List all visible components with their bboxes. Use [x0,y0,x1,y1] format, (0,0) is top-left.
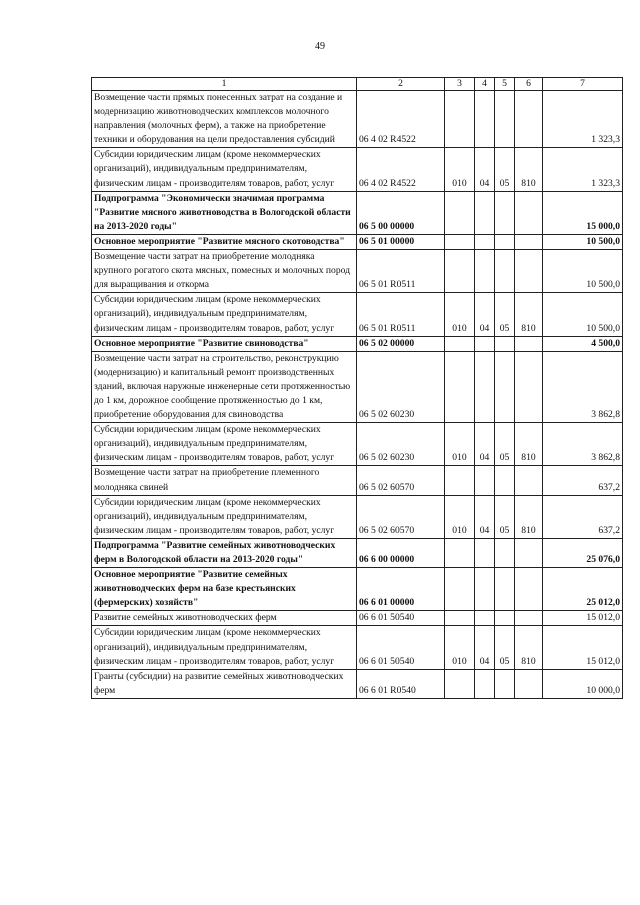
row-col-5 [495,611,515,626]
row-col-4: 04 [475,495,495,538]
row-col-3 [445,538,475,567]
row-code: 06 5 01 00000 [357,234,445,249]
row-col-5 [495,466,515,495]
row-col-5: 05 [495,423,515,466]
table-header-row [92,78,623,91]
row-code: 06 5 02 00000 [357,336,445,351]
row-col-4 [475,568,495,611]
row-amount: 1 323,3 [543,148,623,191]
row-amount: 10 500,0 [543,293,623,336]
row-name: Субсидии юридическим лицам (кроме некоммерческих организаций), индивидуальным предпринимателям, физическим лицам - производителям товаров, работ, услуг [92,495,357,538]
row-col-6 [515,466,543,495]
row-col-6 [515,351,543,422]
row-col-3 [445,568,475,611]
row-col-6 [515,336,543,351]
row-amount: 1 323,3 [543,91,623,148]
row-code: 06 5 02 60230 [357,423,445,466]
row-name: Гранты (субсидии) на развитие семейных животноводческих ферм [92,669,357,698]
row-code: 06 6 01 00000 [357,568,445,611]
table-row [92,611,623,626]
row-col-3 [445,336,475,351]
row-amount: 3 862,8 [543,351,623,422]
table-row [92,466,623,495]
row-col-4 [475,611,495,626]
row-col-4 [475,669,495,698]
row-col-5 [495,250,515,293]
row-col-3: 010 [445,148,475,191]
row-amount: 10 500,0 [543,250,623,293]
row-col-3: 010 [445,293,475,336]
row-col-3 [445,250,475,293]
row-col-5 [495,351,515,422]
table-row [92,91,623,148]
header-col-2: 2 [357,78,445,91]
table-row [92,336,623,351]
table-row [92,250,623,293]
row-name: Основное мероприятие "Развитие свиноводства" [92,336,357,351]
row-col-4 [475,466,495,495]
row-col-4: 04 [475,293,495,336]
row-col-3 [445,466,475,495]
row-col-6: 810 [515,423,543,466]
header-col-7: 7 [543,78,623,91]
row-name: Возмещение части затрат на приобретение племенного молодняка свиней [92,466,357,495]
table-row [92,423,623,466]
row-col-5 [495,669,515,698]
row-amount: 15 012,0 [543,611,623,626]
header-col-3: 3 [445,78,475,91]
row-col-3 [445,191,475,234]
row-col-4 [475,91,495,148]
row-col-6 [515,91,543,148]
table-row [92,191,623,234]
row-amount: 3 862,8 [543,423,623,466]
row-amount: 15 012,0 [543,626,623,669]
row-col-4: 04 [475,423,495,466]
row-name: Субсидии юридическим лицам (кроме некоммерческих организаций), индивидуальным предпринимателям, физическим лицам - производителям товаров, работ, услуг [92,148,357,191]
row-col-4 [475,234,495,249]
row-amount: 637,2 [543,466,623,495]
row-col-3 [445,234,475,249]
row-col-4 [475,538,495,567]
row-code: 06 6 01 R0540 [357,669,445,698]
row-col-3: 010 [445,495,475,538]
table-row [92,351,623,422]
row-amount: 4 500,0 [543,336,623,351]
row-col-5 [495,191,515,234]
row-name: Основное мероприятие "Развитие семейных животноводческих ферм на базе крестьянских (фермерских) хозяйств" [92,568,357,611]
row-name: Подпрограмма "Развитие семейных животноводческих ферм в Вологодской области на 2013-2020 годы" [92,538,357,567]
table-row [92,293,623,336]
table-row [92,626,623,669]
row-col-3 [445,611,475,626]
row-col-4 [475,351,495,422]
budget-table [91,77,623,699]
row-col-4 [475,336,495,351]
row-col-5: 05 [495,148,515,191]
row-col-6: 810 [515,626,543,669]
page-number: 49 [315,41,325,52]
row-col-3 [445,351,475,422]
row-code: 06 5 01 R0511 [357,250,445,293]
row-col-4: 04 [475,148,495,191]
row-name: Основное мероприятие "Развитие мясного скотоводства" [92,234,357,249]
row-amount: 10 500,0 [543,234,623,249]
row-name: Субсидии юридическим лицам (кроме некоммерческих организаций), индивидуальным предпринимателям, физическим лицам - производителям товаров, работ, услуг [92,293,357,336]
row-col-3 [445,669,475,698]
row-amount: 15 000,0 [543,191,623,234]
row-code: 06 5 02 60570 [357,495,445,538]
table-row [92,234,623,249]
table-row [92,568,623,611]
row-name: Субсидии юридическим лицам (кроме некоммерческих организаций), индивидуальным предпринимателям, физическим лицам - производителям товаров, работ, услуг [92,423,357,466]
row-code: 06 5 02 60570 [357,466,445,495]
row-col-6 [515,669,543,698]
row-col-6 [515,191,543,234]
row-col-6 [515,234,543,249]
row-col-6 [515,611,543,626]
row-col-3 [445,91,475,148]
row-name: Возмещение части прямых понесенных затрат на создание и модернизацию животноводческих комплексов молочного направления (молочных ферм), а также на приобретение техники и оборудования на цели предоставления субсидий [92,91,357,148]
table-row [92,669,623,698]
header-col-1: 1 [92,78,357,91]
row-col-5: 05 [495,626,515,669]
row-code: 06 5 01 R0511 [357,293,445,336]
row-col-6 [515,568,543,611]
row-col-5 [495,568,515,611]
row-col-5 [495,538,515,567]
row-code: 06 5 02 60230 [357,351,445,422]
row-col-4: 04 [475,626,495,669]
row-name: Возмещение части затрат на строительство, реконструкцию (модернизацию) и капитальный ремонт производственных зданий, включая наружные инженерные сети протяженностью до 1 км, дорожное сообщение протяженностью до 1 км, приобретение оборудования для свиноводства [92,351,357,422]
row-code: 06 6 01 50540 [357,626,445,669]
row-col-6 [515,250,543,293]
row-col-6: 810 [515,148,543,191]
row-amount: 25 012,0 [543,568,623,611]
row-name: Развитие семейных животноводческих ферм [92,611,357,626]
row-code: 06 4 02 R4522 [357,91,445,148]
header-col-4: 4 [475,78,495,91]
row-code: 06 5 00 00000 [357,191,445,234]
row-name: Субсидии юридическим лицам (кроме некоммерческих организаций), индивидуальным предпринимателям, физическим лицам - производителям товаров, работ, услуг [92,626,357,669]
row-amount: 25 076,0 [543,538,623,567]
table-row [92,538,623,567]
row-col-6: 810 [515,293,543,336]
row-col-5: 05 [495,293,515,336]
row-code: 06 6 00 00000 [357,538,445,567]
row-col-4 [475,191,495,234]
row-col-5 [495,234,515,249]
row-name: Возмещение части затрат на приобретение молодняка крупного рогатого скота мясных, помесных и молочных пород для выращивания и откорма [92,250,357,293]
row-code: 06 6 01 50540 [357,611,445,626]
row-col-3: 010 [445,423,475,466]
row-col-3: 010 [445,626,475,669]
row-col-4 [475,250,495,293]
row-col-5 [495,91,515,148]
row-col-6 [515,538,543,567]
header-col-5: 5 [495,78,515,91]
row-col-5: 05 [495,495,515,538]
table-row [92,148,623,191]
header-col-6: 6 [515,78,543,91]
row-col-5 [495,336,515,351]
row-amount: 637,2 [543,495,623,538]
row-amount: 10 000,0 [543,669,623,698]
row-name: Подпрограмма "Экономически значимая программа "Развитие мясного животноводства в Вологодской области на 2013-2020 годы" [92,191,357,234]
row-col-6: 810 [515,495,543,538]
row-code: 06 4 02 R4522 [357,148,445,191]
table-row [92,495,623,538]
